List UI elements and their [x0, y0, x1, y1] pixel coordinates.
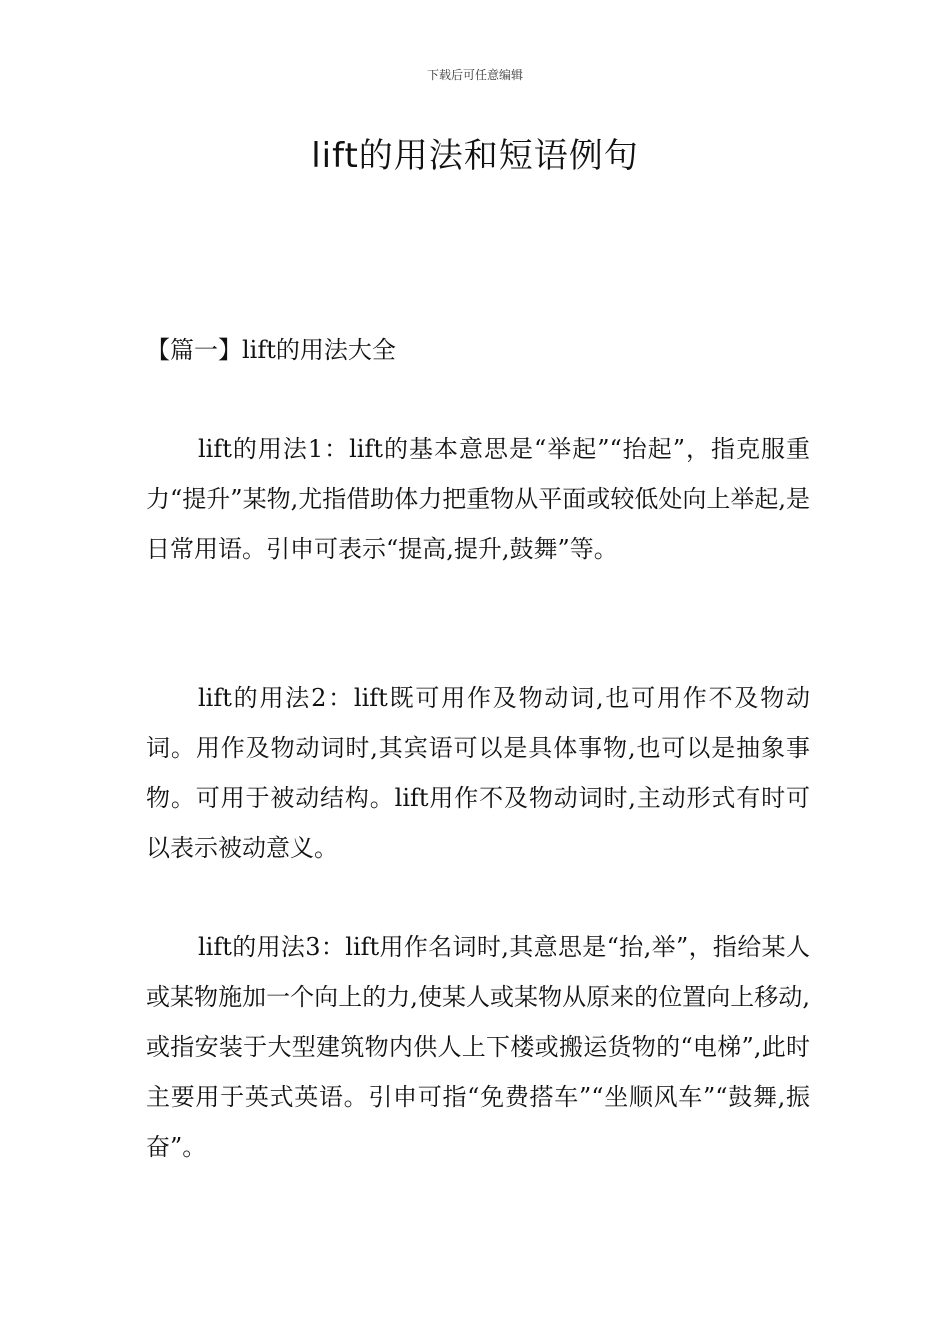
section-heading: 【篇一】lift的用法大全 [146, 336, 396, 364]
paragraph-usage-3: lift的用法3：lift用作名词时,其意思是“抬,举”，指给某人或某物施加一个向上的力,使某人或某物从原来的位置向上移动,或指安装于大型建筑物内供人上下楼或搬运货物的“电梯”,此时主要用于英式英语。引申可指“免费搭车”“坐顺风车”“鼓舞,振奋”。 [146, 933, 810, 1161]
paragraph-usage-2: lift的用法2：lift既可用作及物动词,也可用作不及物动词。用作及物动词时,其宾语可以是具体事物,也可以是抽象事物。可用于被动结构。lift用作不及物动词时,主动形式有时可以表示被动意义。 [146, 684, 810, 862]
paragraph-usage-1: lift的用法1：lift的基本意思是“举起”“抬起”，指克服重力“提升”某物,尤指借助体力把重物从平面或较低处向上举起,是日常用语。引申可表示“提高,提升,鼓舞”等。 [146, 435, 810, 563]
header-note: 下载后可任意编辑 [426, 68, 523, 82]
document-title: lift的用法和短语例句 [311, 136, 639, 176]
